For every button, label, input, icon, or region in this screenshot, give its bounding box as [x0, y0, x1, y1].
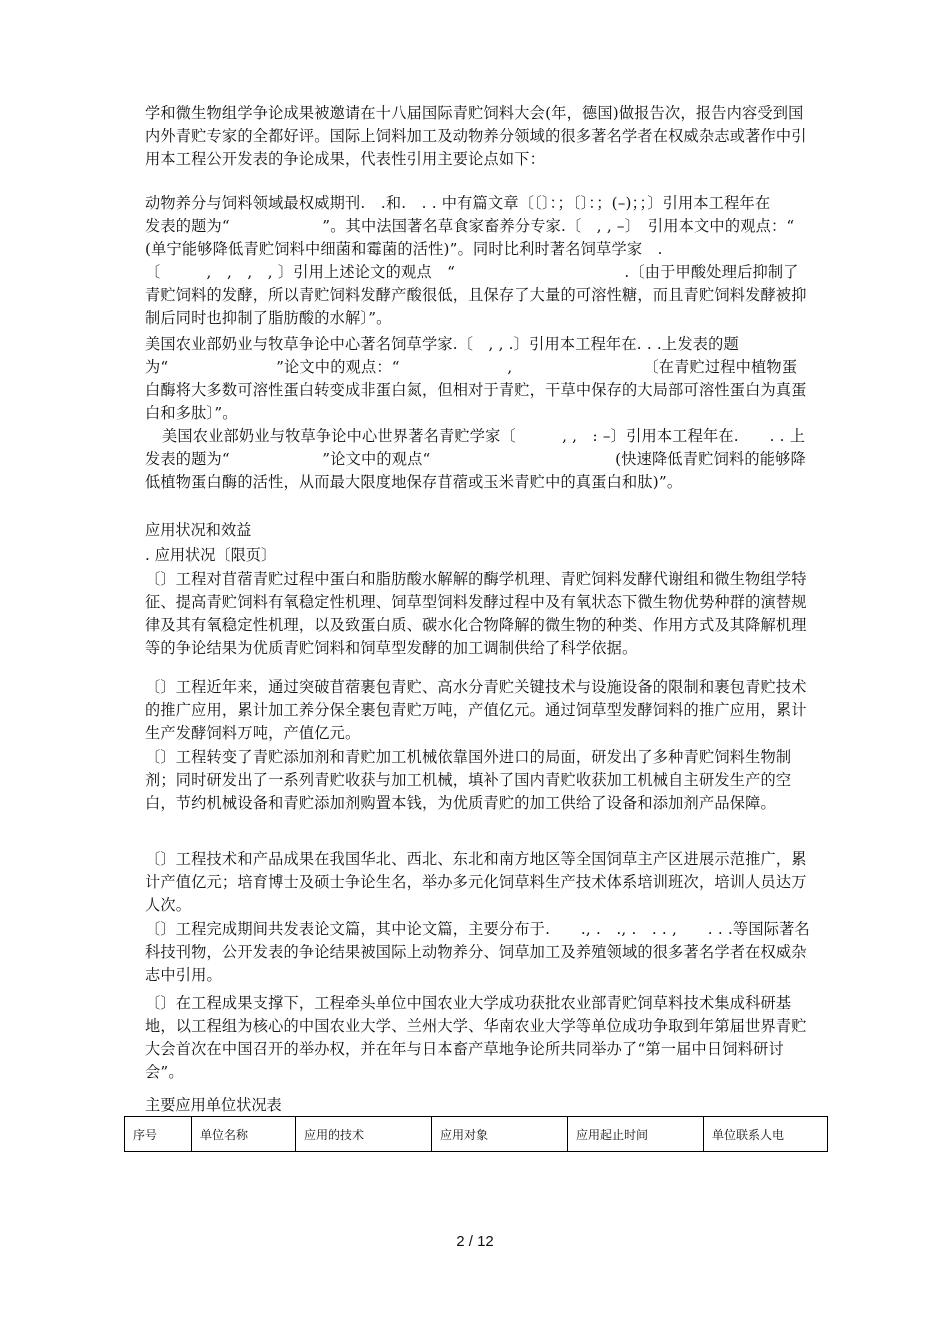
section-title: 应用状况和效益	[145, 521, 252, 539]
application-units-table	[124, 1116, 828, 1152]
header-unit-name: 单位名称	[192, 1117, 296, 1152]
application-item-4: 〔〕工程技术和产品成果在我国华北、西北、东北和南方地区等全国饲草主产区进展示范推广，累计产值亿元；培育博士及硕士争论生名，举办多元化饲草料生产技术体系培训班次，培训人员达万人次。	[145, 850, 807, 914]
header-application-target: 应用对象	[432, 1117, 568, 1152]
application-item-5: 〔〕工程完成期间共发表论文篇，其中论文篇，主要分布于. ., . ., . . . , . . .等国际著名科技刊物，公开发表的争论结果被国际上动物养分、饲草加工及养殖领域的很多著名学者在权威杂志中引用。	[145, 920, 810, 984]
application-item-3: 〔〕工程转变了青贮添加剂和青贮加工机械依靠国外进口的局面，研发出了多种青贮饲料生物制剂；同时研发出了一系列青贮收获与加工机械，填补了国内青贮收获加工机械自主研发生产的空白，节约机械设备和青贮添加剂购置本钱，为优质青贮的加工供给了设备和添加剂产品保障。	[145, 748, 792, 812]
header-contact-phone: 单位联系人电	[704, 1117, 828, 1152]
page-number: 2 / 12	[456, 1233, 494, 1250]
paragraph-citation-2: 美国农业部奶业与牧草争论中心著名饲草学家.〔 , , .〕引用本工程年在. . .上发表的题为“ ”论文中的观点：“ , 〔在青贮过程中植物蛋白酶将大多数可溶性蛋白转变成非蛋白氮，但相对于青贮，干草中保存的大局部可溶性蛋白为真蛋白和多肽〕”。	[145, 335, 807, 422]
application-item-1: 〔〕工程对苜蓿青贮过程中蛋白和脂肪酸水解解的酶学机理、青贮饲料发酵代谢组和微生物组学特征、提高青贮饲料有氧稳定性机理、饲草型饲料发酵过程中及有氧状态下微生物优势种群的演替规律及其有氧稳定性机理，以及致蛋白质、碳水化合物降解的微生物的种类、作用方式及其降解机理等的争论结果为优质青贮饲料和饲草型发酵的加工调制供给了科学依据。	[145, 570, 807, 657]
paragraph-citation-1: 动物养分与饲料领域最权威期刊. .和. . . 中有篇文章〔〔〕：；〔〕：；(–)；；〕引用本工程年在 发表的题为“ ”。其中法国著名草食家畜养分专家.〔 , , –〕 引用本文中的观点：“ (单宁能够降低青贮饲料中细菌和霉菌的活性)”。同时比利时著名饲草学家 . 〔 , , , , 〕引用上述论文的观点 “ .〔由于甲酸处理后抑制了青贮饲料的发酵，所以青贮饲料发酵产酸很低，且保存了大量的可溶性糖，而且青贮饲料发酵被抑制后同时也抑制了脂肪酸的水解〕”。	[145, 194, 903, 327]
paragraph-intro: 学和微生物组学争论成果被邀请在十八届国际青贮饲料大会(年，德国)做报告次，报告内容受到国内外青贮专家的全都好评。国际上饲料加工及动物养分领域的很多著名学者在权威杂志或著作中引用本工程公开发表的争论成果，代表性引用主要论点如下：	[145, 104, 807, 168]
table-header-row	[125, 1117, 828, 1152]
subsection-title: . 应用状况〔限页〕	[145, 546, 277, 564]
application-item-2: 〔〕工程近年来，通过突破苜蓿裹包青贮、高水分青贮关键技术与设施设备的限制和裹包青贮技术的推广应用，累计加工养分保全裹包青贮万吨，产值亿元。通过饲草型发酵饲料的推广应用，累计生产发酵饲料万吨，产值亿元。	[145, 678, 807, 742]
table-caption: 主要应用单位状况表	[145, 1096, 282, 1114]
header-application-period: 应用起止时间	[568, 1117, 704, 1152]
application-item-6: 〔〕在工程成果支撑下，工程牵头单位中国农业大学成功获批农业部青贮饲草料技术集成科研基地，以工程组为核心的中国农业大学、兰州大学、华南农业大学等单位成功争取到年第届世界青贮大会首次在中国召开的举办权，并在年与日本畜产草地争论所共同举办了“第一届中日饲料研讨会”。	[145, 994, 807, 1081]
header-applied-technology: 应用的技术	[296, 1117, 432, 1152]
header-index: 序号	[125, 1117, 192, 1152]
paragraph-citation-3: 美国农业部奶业与牧草争论中心世界著名青贮学家〔 , , : –〕引用本工程年在. . . 上发表的题为“ ”论文中的观点“ (快速降低青贮饲料的能够降低植物蛋白酶的活性，从而最大限度地保存苜蓿或玉米青贮中的真蛋白和肽)”。	[145, 427, 806, 491]
